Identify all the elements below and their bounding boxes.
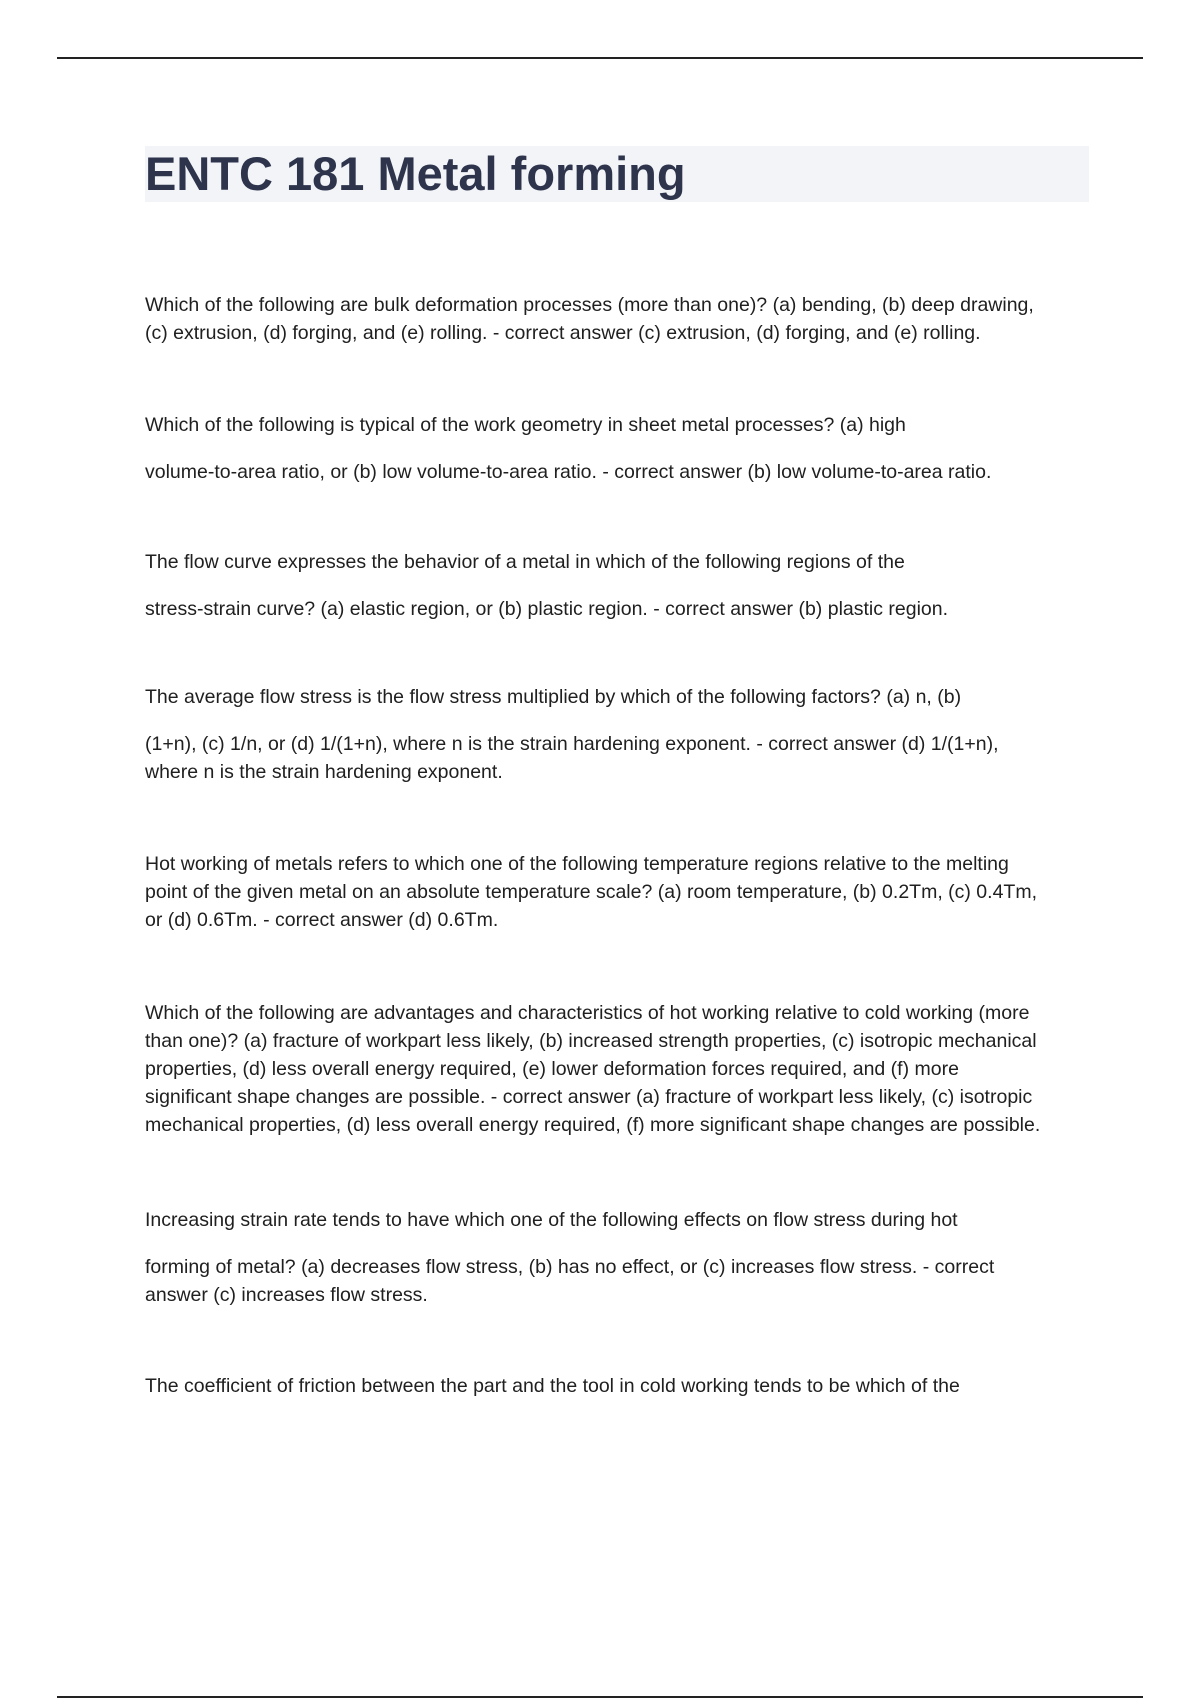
qa-item-1 [145,291,1085,347]
qa-line: (c) extrusion, (d) forging, and (e) rolling. - correct answer (c) extrusion, (d) forging, and (e) rolling. [145,322,981,344]
qa-line: significant shape changes are possible. - correct answer (a) fracture of workpart less likely, (c) isotropic [145,1086,1033,1108]
qa-line: Which of the following are bulk deformation processes (more than one)? (a) bending, (b) deep drawing, [145,294,1034,316]
qa-line: properties, (d) less overall energy required, (e) lower deformation forces required, and (f) more [145,1058,959,1080]
qa-line: point of the given metal on an absolute temperature scale? (a) room temperature, (b) 0.2Tm, (c) 0.4Tm, [145,881,1037,903]
bottom-rule [57,1696,1143,1698]
qa-line: Which of the following is typical of the work geometry in sheet metal processes? (a) high [145,414,906,436]
qa-item-8 [145,1372,1085,1400]
qa-item-7 [145,1206,1085,1309]
qa-line: (1+n), (c) 1/n, or (d) 1/(1+n), where n is the strain hardening exponent. - correct answer (d) 1/(1+n), [145,733,999,755]
qa-line: Increasing strain rate tends to have which one of the following effects on flow stress during hot [145,1209,958,1231]
qa-line: The average flow stress is the flow stress multiplied by which of the following factors? (a) n, (b) [145,686,962,708]
qa-line: Hot working of metals refers to which one of the following temperature regions relative to the melting [145,853,1009,875]
page-title: ENTC 181 Metal forming [145,147,686,200]
qa-item-3 [145,548,1085,623]
qa-item-4 [145,683,1085,786]
qa-line: The flow curve expresses the behavior of a metal in which of the following regions of the [145,551,905,573]
top-rule [57,57,1143,59]
qa-line: Which of the following are advantages and characteristics of hot working relative to cold working (more [145,1002,1030,1024]
qa-line: answer (c) increases flow stress. [145,1284,428,1306]
qa-item-2 [145,411,1085,486]
qa-line: forming of metal? (a) decreases flow stress, (b) has no effect, or (c) increases flow stress. - correct [145,1256,995,1278]
qa-line: volume-to-area ratio, or (b) low volume-to-area ratio. - correct answer (b) low volume-to-area ratio. [145,461,992,483]
qa-line: than one)? (a) fracture of workpart less likely, (b) increased strength properties, (c) isotropic mechanical [145,1030,1037,1052]
qa-line: mechanical properties, (d) less overall energy required, (f) more significant shape changes are possible. [145,1114,1041,1136]
qa-line: stress-strain curve? (a) elastic region, or (b) plastic region. - correct answer (b) plastic region. [145,598,949,620]
qa-line: or (d) 0.6Tm. - correct answer (d) 0.6Tm. [145,909,499,931]
qa-item-5 [145,850,1085,934]
qa-item-6 [145,999,1085,1139]
qa-line: The coefficient of friction between the part and the tool in cold working tends to be which of the [145,1375,960,1397]
qa-line: where n is the strain hardening exponent. [145,761,503,783]
